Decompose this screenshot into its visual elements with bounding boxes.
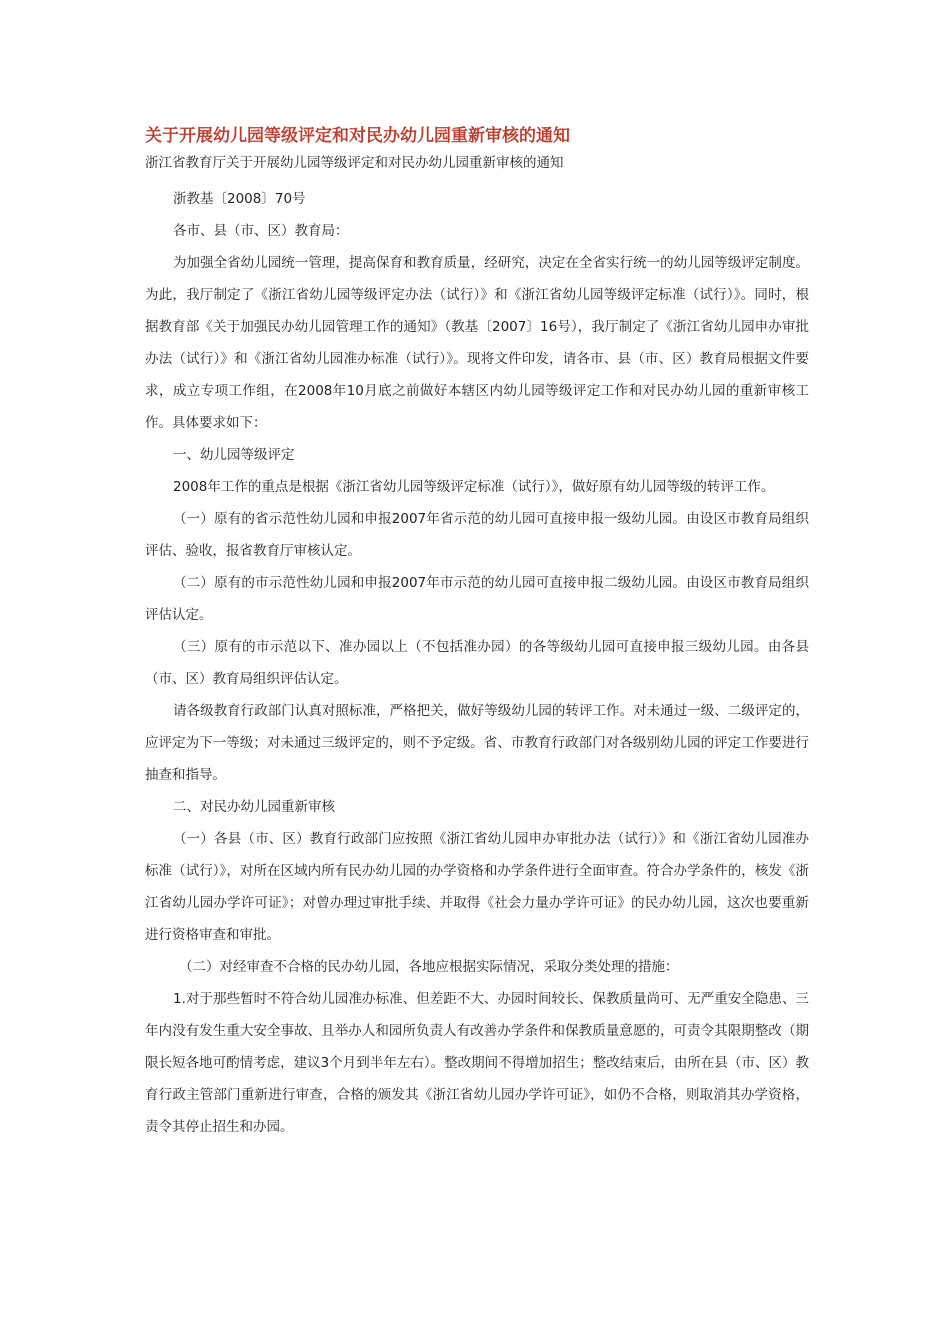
document-subtitle: 浙江省教育厅关于开展幼儿园等级评定和对民办幼儿园重新审核的通知 [145,155,564,171]
paragraph: （二）对经审查不合格的民办幼儿园，各地应根据实际情况，采取分类处理的措施： [179,959,679,975]
addressee: 各市、县（市、区）教育局： [173,223,349,239]
paragraph: （三）原有的市示范以下、准办园以上（不包括准办园）的各等级幼儿园可直接申报三级幼儿园。由各县（市、区）教育局组织评估认定。 [145,639,809,687]
document-body [145,183,809,1143]
document-number: 浙教基〔2008〕70号 [173,191,306,207]
document-page [145,124,809,1143]
paragraph: 1.对于那些暂时不符合幼儿园准办标准、但差距不大、办园时间较长、保教质量尚可、无严重安全隐患、三年内没有发生重大安全事故、且举办人和园所负责人有改善办学条件和保教质量意愿的，可责令其限期整改（期限长短各地可酌情考虑，建议3个月到半年左右）。整改期间不得增加招生；整改结束后，由所在县（市、区）教育行政主管部门重新进行审查，合格的颁发其《浙江省幼儿园办学许可证》，如仍不合格，则取消其办学资格，责令其停止招生和办园。 [145,991,809,1135]
section-heading-grading: 一、幼儿园等级评定 [173,447,295,463]
paragraph: （一）各县（市、区）教育行政部门应按照《浙江省幼儿园申办审批办法（试行）》和《浙江省幼儿园准办标准（试行）》，对所在区域内所有民办幼儿园的办学资格和办学条件进行全面审查。符合办学条件的，核发《浙江省幼儿园办学许可证》；对曾办理过审批手续、并取得《社会力量办学许可证》的民办幼儿园，这次也要重新进行资格审查和审批。 [145,831,809,943]
intro-paragraph: 为加强全省幼儿园统一管理，提高保育和教育质量，经研究，决定在全省实行统一的幼儿园等级评定制度。为此，我厅制定了《浙江省幼儿园等级评定办法（试行）》和《浙江省幼儿园等级评定标准（试行）》。同时，根据教育部《关于加强民办幼儿园管理工作的通知》（教基〔2007〕16号），我厅制定了《浙江省幼儿园申办审批办法（试行）》和《浙江省幼儿园准办标准（试行）》。现将文件印发，请各市、县（市、区）教育局根据文件要求，成立专项工作组，在2008年10月底之前做好本辖区内幼儿园等级评定工作和对民办幼儿园的重新审核工作。具体要求如下： [145,255,809,431]
paragraph: （一）原有的省示范性幼儿园和申报2007年省示范的幼儿园可直接申报一级幼儿园。由设区市教育局组织评估、验收，报省教育厅审核认定。 [145,511,809,559]
paragraph: 请各级教育行政部门认真对照标准，严格把关，做好等级幼儿园的转评工作。对未通过一级、二级评定的，应评定为下一等级；对未通过三级评定的，则不予定级。省、市教育行政部门对各级别幼儿园的评定工作要进行抽查和指导。 [145,703,809,783]
paragraph: 2008年工作的重点是根据《浙江省幼儿园等级评定标准（试行）》，做好原有幼儿园等级的转评工作。 [173,479,775,495]
document-title: 关于开展幼儿园等级评定和对民办幼儿园重新审核的通知 [145,126,570,146]
section-heading-review: 二、对民办幼儿园重新审核 [173,799,335,815]
paragraph: （二）原有的市示范性幼儿园和申报2007年市示范的幼儿园可直接申报二级幼儿园。由设区市教育局组织评估认定。 [145,575,809,623]
